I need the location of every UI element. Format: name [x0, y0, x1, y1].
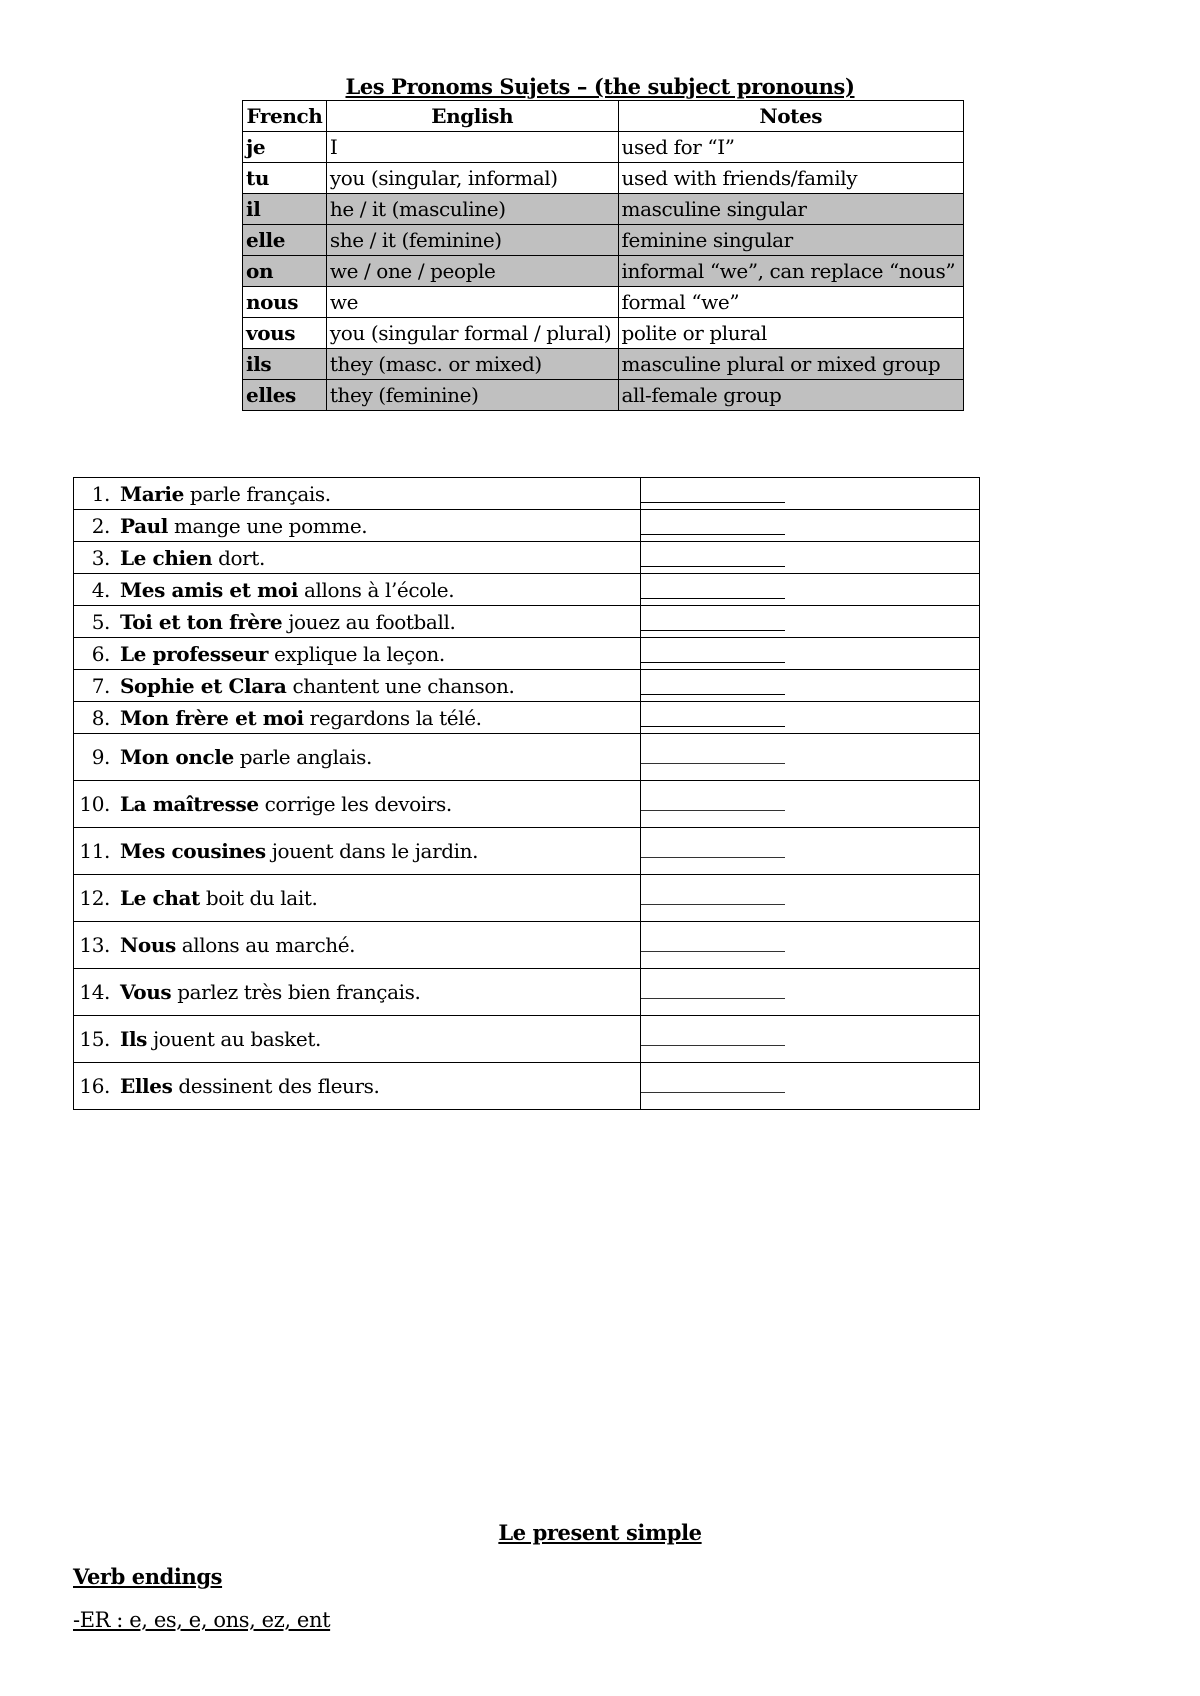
pronoun-notes: used for “I” [618, 132, 963, 163]
pronoun-french: vous [243, 318, 327, 349]
pronoun-english: we [326, 287, 618, 318]
pronoun-row [243, 380, 964, 411]
exercise-sentence [74, 478, 641, 510]
pronoun-french: elle [243, 225, 327, 256]
pronoun-english: you (singular, informal) [326, 163, 618, 194]
exercise-number: 10. [79, 792, 110, 816]
exercise-sentence [74, 574, 641, 606]
answer-cell[interactable] [640, 542, 979, 574]
exercise-predicate: chantent une chanson. [286, 673, 515, 698]
pronoun-english: we / one / people [326, 256, 618, 287]
answer-blank-line[interactable] [641, 616, 785, 631]
exercise-subject: Sophie et Clara [120, 673, 287, 698]
pronoun-row [243, 256, 964, 287]
pronoun-english: they (feminine) [326, 380, 618, 411]
answer-cell[interactable] [640, 478, 979, 510]
exercise-number: 15. [79, 1027, 110, 1051]
header-english: English [326, 101, 618, 132]
exercise-row [74, 875, 980, 922]
exercise-sentence [74, 510, 641, 542]
exercise-row [74, 702, 980, 734]
exercise-row [74, 969, 980, 1016]
exercise-row [74, 1063, 980, 1110]
answer-blank-line[interactable] [641, 712, 785, 727]
header-french: French [243, 101, 327, 132]
exercise-row [74, 574, 980, 606]
pronoun-row [243, 194, 964, 225]
worksheet-title: Les Pronoms Sujets – (the subject pronouns) [345, 74, 855, 99]
answer-blank-line[interactable] [641, 847, 785, 858]
exercise-subject: Mon oncle [120, 745, 234, 769]
er-endings: -ER : e, es, e, ons, ez, ent [73, 1608, 331, 1632]
exercise-sentence [74, 542, 641, 574]
exercise-sentence [74, 969, 641, 1016]
exercise-predicate: allons à l’école. [298, 577, 455, 602]
pronoun-notes: polite or plural [618, 318, 963, 349]
answer-cell[interactable] [640, 781, 979, 828]
exercise-sentence [74, 1063, 641, 1110]
pronoun-notes: used with friends/family [618, 163, 963, 194]
exercise-table [73, 477, 980, 1110]
answer-blank-line[interactable] [641, 1035, 785, 1046]
pronoun-english: she / it (feminine) [326, 225, 618, 256]
answer-blank-line[interactable] [641, 552, 785, 567]
answer-blank-line[interactable] [641, 584, 785, 599]
answer-cell[interactable] [640, 828, 979, 875]
pronoun-notes: masculine singular [618, 194, 963, 225]
exercise-row [74, 781, 980, 828]
exercise-subject: Mes cousines [120, 839, 266, 863]
exercise-sentence [74, 875, 641, 922]
exercise-row [74, 606, 980, 638]
exercise-predicate: parle anglais. [233, 745, 372, 769]
exercise-sentence [74, 702, 641, 734]
answer-blank-line[interactable] [641, 753, 785, 764]
section-title: Le present simple [498, 1520, 702, 1545]
pronoun-notes: informal “we”, can replace “nous” [618, 256, 963, 287]
answer-cell[interactable] [640, 875, 979, 922]
exercise-number: 11. [79, 839, 110, 863]
pronoun-row [243, 349, 964, 380]
exercise-row [74, 1016, 980, 1063]
exercise-number: 8. [91, 705, 110, 730]
pronoun-table [242, 100, 964, 411]
answer-cell[interactable] [640, 969, 979, 1016]
exercise-sentence [74, 781, 641, 828]
answer-blank-line[interactable] [641, 941, 785, 952]
pronoun-english: they (masc. or mixed) [326, 349, 618, 380]
pronoun-notes: feminine singular [618, 225, 963, 256]
exercise-subject: Le chien [120, 545, 213, 570]
exercise-sentence [74, 1016, 641, 1063]
exercise-subject: Marie [120, 481, 184, 506]
exercise-row [74, 510, 980, 542]
exercise-sentence [74, 734, 641, 781]
exercise-predicate: parle français. [183, 481, 331, 506]
exercise-number: 4. [91, 577, 110, 602]
answer-blank-line[interactable] [641, 800, 785, 811]
exercise-sentence [74, 922, 641, 969]
exercise-number: 6. [91, 641, 110, 666]
exercise-row [74, 734, 980, 781]
exercise-predicate: jouent dans le jardin. [265, 839, 479, 863]
pronoun-table-header [243, 101, 964, 132]
exercise-subject: Le chat [120, 886, 200, 910]
exercise-predicate: regardons la télé. [303, 705, 482, 730]
exercise-number: 1. [91, 481, 110, 506]
pronoun-notes: all-female group [618, 380, 963, 411]
answer-cell[interactable] [640, 574, 979, 606]
exercise-subject: Elles [120, 1074, 173, 1098]
answer-blank-line[interactable] [641, 520, 785, 535]
exercise-sentence [74, 670, 641, 702]
exercise-subject: Mes amis et moi [120, 577, 299, 602]
answer-blank-line[interactable] [641, 488, 785, 503]
pronoun-row [243, 318, 964, 349]
exercise-subject: La maîtresse [120, 792, 259, 816]
answer-blank-line[interactable] [641, 648, 785, 663]
exercise-number: 5. [91, 609, 110, 634]
pronoun-french: tu [243, 163, 327, 194]
answer-blank-line[interactable] [641, 680, 785, 695]
answer-cell[interactable] [640, 1016, 979, 1063]
exercise-predicate: dessinent des fleurs. [172, 1074, 380, 1098]
pronoun-french: nous [243, 287, 327, 318]
exercise-sentence [74, 828, 641, 875]
exercise-number: 13. [79, 933, 110, 957]
header-notes: Notes [618, 101, 963, 132]
exercise-number: 3. [91, 545, 110, 570]
exercise-predicate: allons au marché. [175, 933, 356, 957]
exercise-predicate: mange une pomme. [168, 513, 368, 538]
exercise-sentence [74, 606, 641, 638]
exercise-row [74, 542, 980, 574]
exercise-row [74, 670, 980, 702]
exercise-row [74, 638, 980, 670]
exercise-number: 9. [91, 745, 110, 769]
exercise-predicate: boit du lait. [199, 886, 318, 910]
exercise-row [74, 478, 980, 510]
answer-blank-line[interactable] [641, 1082, 785, 1093]
exercise-number: 12. [79, 886, 110, 910]
answer-cell[interactable] [640, 702, 979, 734]
pronoun-notes: masculine plural or mixed group [618, 349, 963, 380]
pronoun-row [243, 225, 964, 256]
answer-cell[interactable] [640, 670, 979, 702]
answer-blank-line[interactable] [641, 988, 785, 999]
answer-cell[interactable] [640, 510, 979, 542]
pronoun-french: on [243, 256, 327, 287]
answer-cell[interactable] [640, 638, 979, 670]
answer-cell[interactable] [640, 922, 979, 969]
exercise-sentence [74, 638, 641, 670]
exercise-subject: Vous [120, 980, 172, 1004]
exercise-predicate: explique la leçon. [268, 641, 445, 666]
answer-cell[interactable] [640, 1063, 979, 1110]
pronoun-english: you (singular formal / plural) [326, 318, 618, 349]
pronoun-row [243, 163, 964, 194]
exercise-number: 2. [91, 513, 110, 538]
pronoun-french: elles [243, 380, 327, 411]
exercise-number: 14. [79, 980, 110, 1004]
exercise-subject: Paul [120, 513, 168, 538]
pronoun-notes: formal “we” [618, 287, 963, 318]
exercise-row [74, 922, 980, 969]
pronoun-row [243, 132, 964, 163]
verb-endings-heading: Verb endings [73, 1564, 223, 1589]
exercise-predicate: parlez très bien français. [171, 980, 421, 1004]
answer-cell[interactable] [640, 606, 979, 638]
exercise-predicate: dort. [212, 545, 265, 570]
exercise-subject: Mon frère et moi [120, 705, 304, 730]
exercise-predicate: corrige les devoirs. [258, 792, 452, 816]
exercise-subject: Toi et ton frère [120, 609, 283, 634]
answer-blank-line[interactable] [641, 894, 785, 905]
exercise-predicate: jouent au basket. [147, 1027, 321, 1051]
exercise-number: 16. [79, 1074, 110, 1098]
pronoun-english: he / it (masculine) [326, 194, 618, 225]
exercise-number: 7. [91, 673, 110, 698]
pronoun-french: ils [243, 349, 327, 380]
exercise-row [74, 828, 980, 875]
exercise-subject: Ils [120, 1027, 148, 1051]
exercise-subject: Le professeur [120, 641, 269, 666]
pronoun-french: il [243, 194, 327, 225]
answer-cell[interactable] [640, 734, 979, 781]
pronoun-english: I [326, 132, 618, 163]
pronoun-row [243, 287, 964, 318]
exercise-predicate: jouez au football. [282, 609, 456, 634]
pronoun-french: je [243, 132, 327, 163]
exercise-subject: Nous [120, 933, 176, 957]
